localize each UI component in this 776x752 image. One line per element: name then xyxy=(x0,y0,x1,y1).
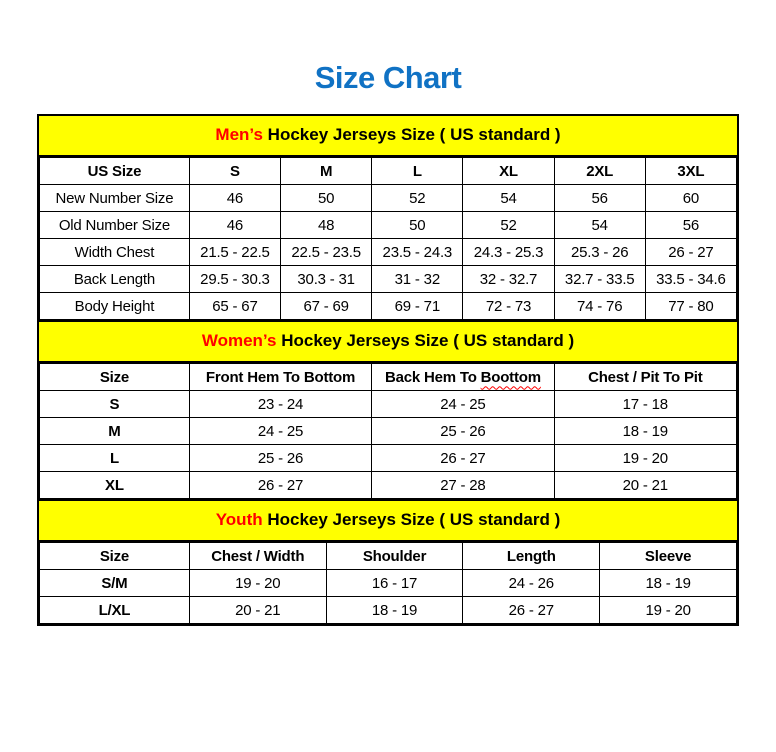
value-cell: 26 - 27 xyxy=(645,239,736,266)
value-cell: 20 - 21 xyxy=(189,597,326,624)
value-cell: 23 - 24 xyxy=(189,391,371,418)
mens-size-table xyxy=(39,157,737,320)
value-cell: 65 - 67 xyxy=(189,293,280,320)
column-header: Front Hem To Bottom xyxy=(189,364,371,391)
column-header: L xyxy=(372,158,463,185)
value-cell: 26 - 27 xyxy=(372,445,554,472)
value-cell: 16 - 17 xyxy=(326,570,463,597)
row-label: Old Number Size xyxy=(40,212,190,239)
column-header-text: Back Hem To xyxy=(384,368,481,386)
mens-heading-rest: Hockey Jerseys Size ( US standard ) xyxy=(262,125,561,144)
value-cell: 33.5 - 34.6 xyxy=(645,266,736,293)
value-cell: 48 xyxy=(281,212,372,239)
mens-section xyxy=(39,116,737,320)
value-cell: 26 - 27 xyxy=(189,472,371,499)
row-label: Back Length xyxy=(40,266,190,293)
value-cell: 18 - 19 xyxy=(600,570,737,597)
value-cell: 18 - 19 xyxy=(554,418,736,445)
value-cell: 56 xyxy=(554,185,645,212)
womens-heading-rest: Hockey Jerseys Size ( US standard ) xyxy=(276,331,575,350)
size-chart-page xyxy=(0,60,776,626)
youth-heading-highlight: Youth xyxy=(215,510,263,529)
column-header: 2XL xyxy=(554,158,645,185)
table-row xyxy=(40,391,737,418)
value-cell: 18 - 19 xyxy=(326,597,463,624)
column-header: Length xyxy=(463,543,600,570)
value-cell: 24 - 25 xyxy=(189,418,371,445)
value-cell: 30.3 - 31 xyxy=(281,266,372,293)
column-header: Chest / Width xyxy=(189,543,326,570)
table-row xyxy=(40,293,737,320)
value-cell: 52 xyxy=(463,212,554,239)
column-header xyxy=(372,364,554,391)
youth-heading-rest: Hockey Jerseys Size ( US standard ) xyxy=(262,510,561,529)
value-cell: 32 - 32.7 xyxy=(463,266,554,293)
value-cell: 21.5 - 22.5 xyxy=(189,239,280,266)
table-row xyxy=(40,418,737,445)
value-cell: 52 xyxy=(372,185,463,212)
row-label: L/XL xyxy=(40,597,190,624)
column-header: Sleeve xyxy=(600,543,737,570)
column-header: Size xyxy=(40,543,190,570)
value-cell: 72 - 73 xyxy=(463,293,554,320)
column-header: 3XL xyxy=(645,158,736,185)
value-cell: 50 xyxy=(372,212,463,239)
value-cell: 24.3 - 25.3 xyxy=(463,239,554,266)
column-header: Size xyxy=(40,364,190,391)
table-row xyxy=(40,266,737,293)
youth-size-table xyxy=(39,542,737,624)
value-cell: 69 - 71 xyxy=(372,293,463,320)
value-cell: 19 - 20 xyxy=(554,445,736,472)
value-cell: 67 - 69 xyxy=(281,293,372,320)
mens-heading-highlight: Men’s xyxy=(215,125,263,144)
value-cell: 24 - 25 xyxy=(372,391,554,418)
row-label: S xyxy=(40,391,190,418)
value-cell: 25 - 26 xyxy=(189,445,371,472)
value-cell: 56 xyxy=(645,212,736,239)
womens-heading-highlight: Women’s xyxy=(201,331,277,350)
value-cell: 17 - 18 xyxy=(554,391,736,418)
value-cell: 46 xyxy=(189,212,280,239)
table-row xyxy=(40,212,737,239)
column-header: Shoulder xyxy=(326,543,463,570)
row-label: S/M xyxy=(40,570,190,597)
column-header: M xyxy=(281,158,372,185)
row-label: Width Chest xyxy=(40,239,190,266)
value-cell: 23.5 - 24.3 xyxy=(372,239,463,266)
column-header: US Size xyxy=(40,158,190,185)
womens-section xyxy=(39,320,737,499)
value-cell: 19 - 20 xyxy=(189,570,326,597)
mens-section-heading xyxy=(39,116,737,157)
value-cell: 54 xyxy=(554,212,645,239)
table-row xyxy=(40,570,737,597)
column-header: XL xyxy=(463,158,554,185)
row-label: XL xyxy=(40,472,190,499)
table-row xyxy=(40,445,737,472)
youth-section-heading xyxy=(39,499,737,542)
column-header: S xyxy=(189,158,280,185)
value-cell: 74 - 76 xyxy=(554,293,645,320)
value-cell: 29.5 - 30.3 xyxy=(189,266,280,293)
row-label: Body Height xyxy=(40,293,190,320)
row-label: New Number Size xyxy=(40,185,190,212)
table-row xyxy=(40,597,737,624)
header-row xyxy=(40,158,737,185)
page-title: Size Chart xyxy=(314,60,462,95)
womens-size-table xyxy=(39,363,737,499)
row-label: M xyxy=(40,418,190,445)
youth-section xyxy=(39,499,737,624)
value-cell: 27 - 28 xyxy=(372,472,554,499)
value-cell: 22.5 - 23.5 xyxy=(281,239,372,266)
value-cell: 31 - 32 xyxy=(372,266,463,293)
column-header: Chest / Pit To Pit xyxy=(554,364,736,391)
value-cell: 26 - 27 xyxy=(463,597,600,624)
value-cell: 50 xyxy=(281,185,372,212)
value-cell: 32.7 - 33.5 xyxy=(554,266,645,293)
size-chart-tables xyxy=(37,114,739,626)
value-cell: 24 - 26 xyxy=(463,570,600,597)
womens-section-heading xyxy=(39,320,737,363)
table-row xyxy=(40,185,737,212)
value-cell: 25.3 - 26 xyxy=(554,239,645,266)
value-cell: 60 xyxy=(645,185,736,212)
value-cell: 19 - 20 xyxy=(600,597,737,624)
header-row xyxy=(40,543,737,570)
misspelled-word: Boottom xyxy=(480,368,541,386)
value-cell: 46 xyxy=(189,185,280,212)
table-row xyxy=(40,239,737,266)
value-cell: 54 xyxy=(463,185,554,212)
header-row xyxy=(40,364,737,391)
row-label: L xyxy=(40,445,190,472)
table-row xyxy=(40,472,737,499)
value-cell: 20 - 21 xyxy=(554,472,736,499)
value-cell: 25 - 26 xyxy=(372,418,554,445)
value-cell: 77 - 80 xyxy=(645,293,736,320)
